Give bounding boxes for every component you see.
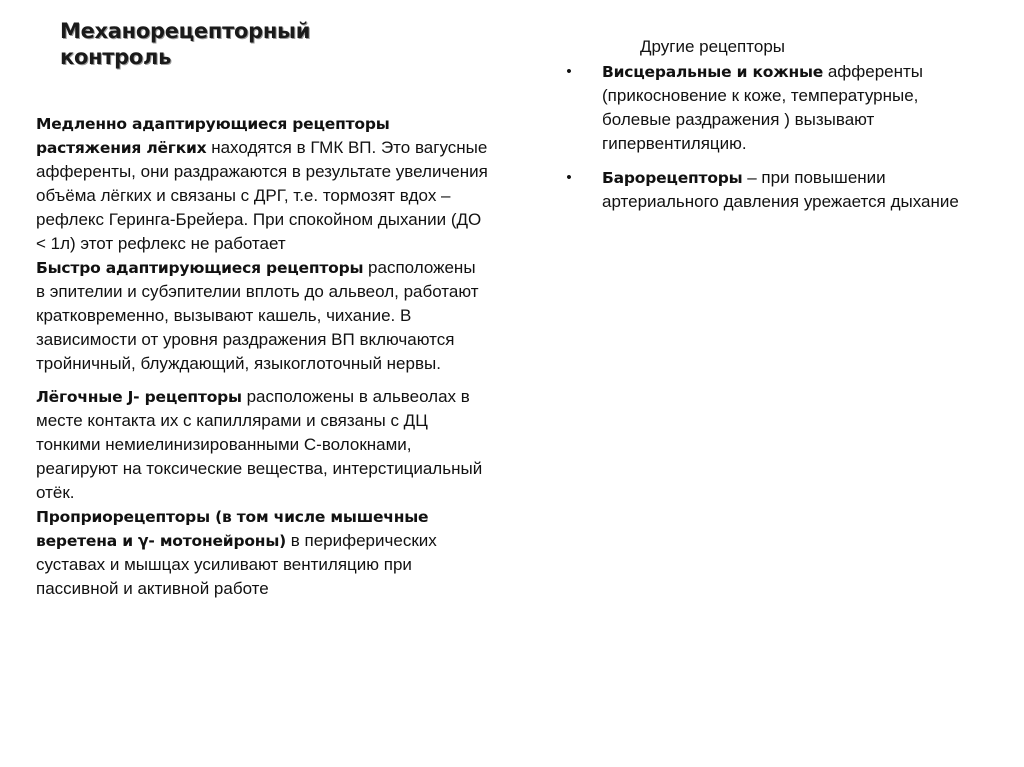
paragraph-text: в периферических суставах и мышцах усиливают вентиляцию при пассивной и активной работе [36, 531, 437, 598]
list-item-text: – при повышении артериального давления урежается дыхание [602, 168, 959, 211]
paragraph-text: расположены в эпителии и субэпителии вплоть до альвеол, работают кратковременно, вызывают кашель, чихание. В зависимости от уровня раздражения ВП включаются тройничный, блуждающий, языкоглоточный нервы. [36, 258, 479, 373]
list-item-text: афференты (прикосновение к коже, температурные, болевые раздражения ) вызывают гипервентиляцию. [602, 62, 924, 153]
term-proprioceptors: Проприорецепторы (в том числе мышечные веретена и γ- мотонейроны) [36, 508, 429, 550]
term-j-receptors: Лёгочные J- рецепторы [36, 388, 242, 406]
slide-title-line-2: контроль [60, 45, 172, 69]
slide-title-line-1: Механорецепторный [60, 19, 311, 43]
paragraph-text: находятся в ГМК ВП. Это вагусные афференты, они раздражаются в результате увеличения объёма лёгких и связаны с ДРГ, т.е. тормозят вдох – рефлекс Геринга-Брейера. При спокойном дыхании (ДО < 1л) этот рефлекс не работает [36, 138, 488, 253]
left-column [36, 112, 488, 601]
other-receptors-list [562, 60, 962, 224]
other-receptors-heading: Другие рецепторы [640, 37, 785, 56]
list-item [562, 60, 962, 156]
paragraph-proprioceptors [36, 505, 488, 601]
bullet-icon: • [566, 169, 572, 186]
bullet-icon: • [566, 63, 572, 80]
term-rapidly-adapting: Быстро адаптирующиеся рецепторы [36, 259, 364, 277]
term-visceral-skin: Висцеральные и кожные [602, 63, 824, 81]
paragraph-slowly-adapting [36, 112, 488, 256]
term-baroreceptors: Барорецепторы [602, 169, 743, 187]
paragraph-rapidly-adapting [36, 256, 488, 376]
paragraph-j-receptors [36, 385, 488, 505]
term-slowly-adapting: Медленно адаптирующиеся рецепторы растяжения лёгких [36, 115, 390, 157]
slide-title [60, 18, 380, 70]
paragraph-text: расположены в альвеолах в месте контакта их с капиллярами и связаны с ДЦ тонкими немиелинизированными С-волокнами, реагируют на токсические вещества, интерстициальный отёк. [36, 387, 483, 502]
list-item [562, 166, 962, 214]
